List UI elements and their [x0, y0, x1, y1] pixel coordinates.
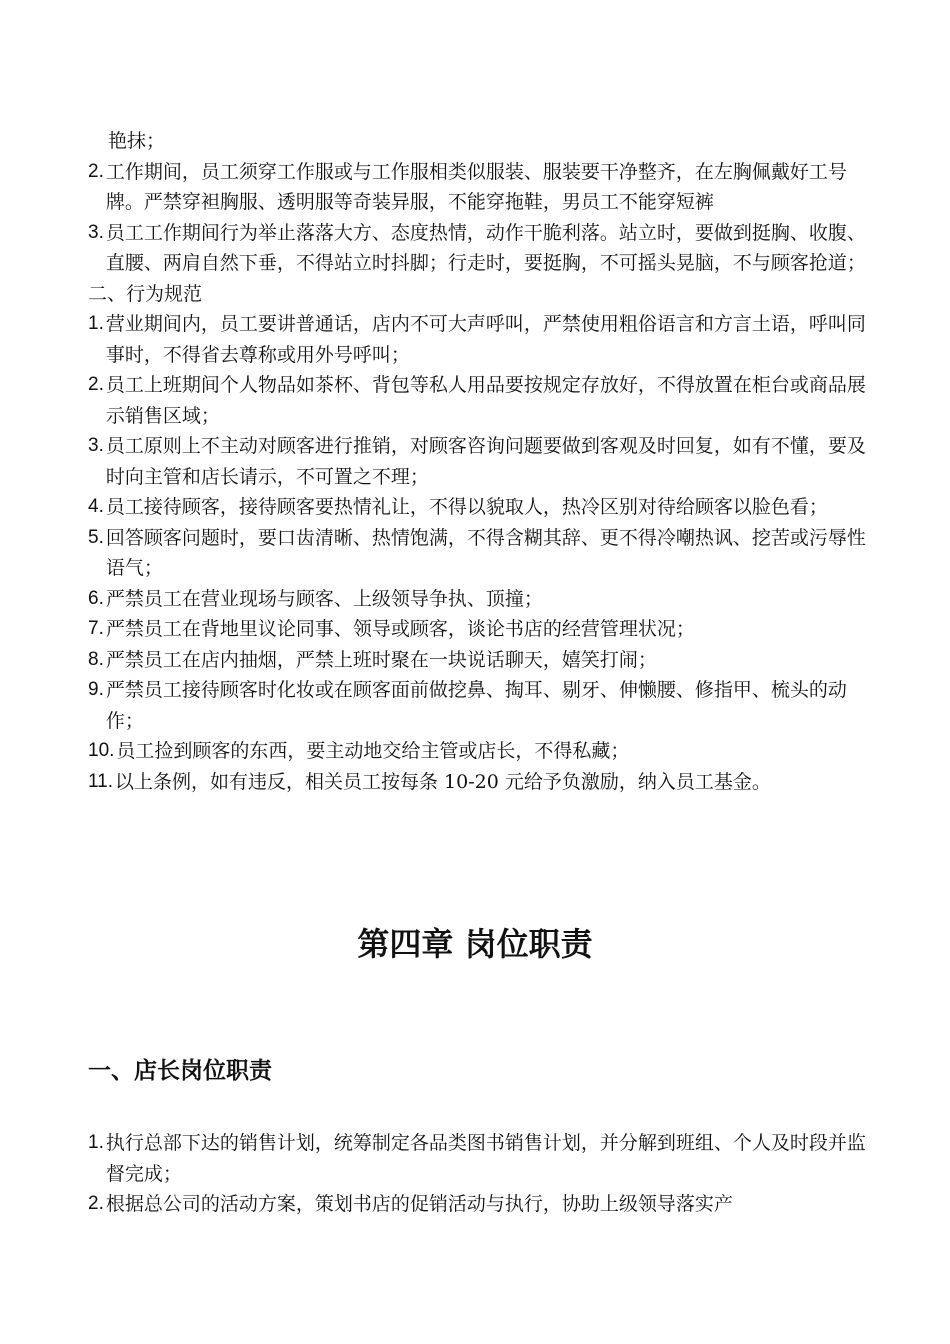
- list-item: [0, 431, 878, 492]
- block-appearance: [0, 126, 878, 797]
- item-number: 1.: [88, 313, 104, 334]
- item-text: 工作期间，员工须穿工作服或与工作服相类似服装、服装要干净整齐，在左胸佩戴好工号牌。严禁穿袒胸服、透明服等奇装异服，不能穿拖鞋，男员工不能穿短裤: [105, 160, 847, 213]
- list-item: [0, 767, 878, 798]
- item-number: 11.: [88, 770, 114, 792]
- item-text: 员工上班期间个人物品如茶杯、背包等私人用品要按规定存放好，不得放置在柜台或商品展示销售区域；: [105, 374, 866, 427]
- item-number: 10.: [88, 740, 115, 761]
- list-item: [0, 645, 878, 676]
- item-number: 3.: [88, 435, 104, 456]
- list-item: [0, 157, 878, 218]
- section-title: 一、店长岗位职责: [88, 1057, 272, 1084]
- list-item: [0, 614, 878, 645]
- item-number: 5.: [88, 526, 104, 548]
- item-text: 严禁员工在背地里议论同事、领导或顾客，谈论书店的经营管理状况；: [105, 618, 695, 640]
- behavior-section-label: 二、行为规范: [88, 282, 203, 305]
- chapter-title: 第四章 岗位职责: [357, 925, 593, 963]
- item-text: 营业期间内，员工要讲普通话，店内不可大声呼叫，严禁使用粗俗语言和方言土语，呼叫同事时，不得省去尊称或用外号呼叫；: [105, 313, 866, 366]
- list-item: [0, 584, 878, 615]
- list-item: [0, 370, 878, 431]
- item-number: 9.: [88, 679, 104, 700]
- list-item: [0, 218, 878, 279]
- item-number: 8.: [88, 648, 104, 670]
- item-text: 严禁员工在店内抽烟，严禁上班时聚在一块说话聊天，嬉笑打闹；: [105, 648, 657, 671]
- item-text: 回答顾客问题时，要口齿清晰、热情饱满，不得含糊其辞、更不得冷嘲热讽、挖苦或污辱性语气；: [105, 526, 866, 579]
- item-text: 以上条例，如有违反，相关员工按每条 10-20 元给予负激励，纳入员工基金。: [115, 770, 771, 793]
- item-text: 员工原则上不主动对顾客进行推销，对顾客咨询问题要做到客观及时回复，如有不懂，要及时向主管和店长请示，不可置之不理；: [105, 435, 866, 488]
- list-item: [0, 675, 878, 736]
- list-item: [0, 1189, 878, 1220]
- list-item: [0, 523, 878, 584]
- block-duties: [0, 1128, 878, 1220]
- item-number: 2.: [88, 374, 104, 395]
- behavior-list: [0, 309, 878, 797]
- item-text: 根据总公司的活动方案，策划书店的促销活动与执行，协助上级领导落实产: [105, 1193, 733, 1215]
- item-number: 4.: [88, 496, 104, 517]
- list-item: [0, 492, 878, 523]
- item-text: 员工接待顾客，接待顾客要热情礼让，不得以貌取人，热冷区别对待给顾客以脸色看；: [105, 496, 828, 518]
- continuation-text: 艳抹；: [108, 130, 166, 152]
- list-item: [0, 1128, 878, 1189]
- item-text: 严禁员工在营业现场与顾客、上级领导争执、顶撞；: [105, 587, 543, 610]
- item-number: 3.: [88, 221, 104, 243]
- appearance-list: [0, 157, 878, 279]
- list-item: [0, 309, 878, 370]
- list-item: [0, 736, 878, 767]
- item-number: 1.: [88, 1132, 104, 1153]
- item-number: 7.: [88, 618, 104, 639]
- item-number: 6.: [88, 587, 104, 609]
- duties-list: [0, 1128, 878, 1220]
- item-text: 严禁员工接待顾客时化妆或在顾客面前做挖鼻、掏耳、剔牙、伸懒腰、修指甲、梳头的动作；: [105, 679, 847, 732]
- item-text: 执行总部下达的销售计划，统筹制定各品类图书销售计划，并分解到班组、个人及时段并监督完成；: [105, 1132, 866, 1185]
- item-text: 员工捡到顾客的东西，要主动地交给主管或店长，不得私藏；: [116, 740, 630, 762]
- item-number: 2.: [88, 1193, 104, 1214]
- item-number: 2.: [88, 160, 104, 182]
- item-text: 员工工作期间行为举止落落大方、态度热情，动作干脆利落。站立时，要做到挺胸、收腹、直腰、两肩自然下垂，不得站立时抖脚；行走时，要挺胸，不可摇头晃脑，不与顾客抢道；: [105, 221, 866, 274]
